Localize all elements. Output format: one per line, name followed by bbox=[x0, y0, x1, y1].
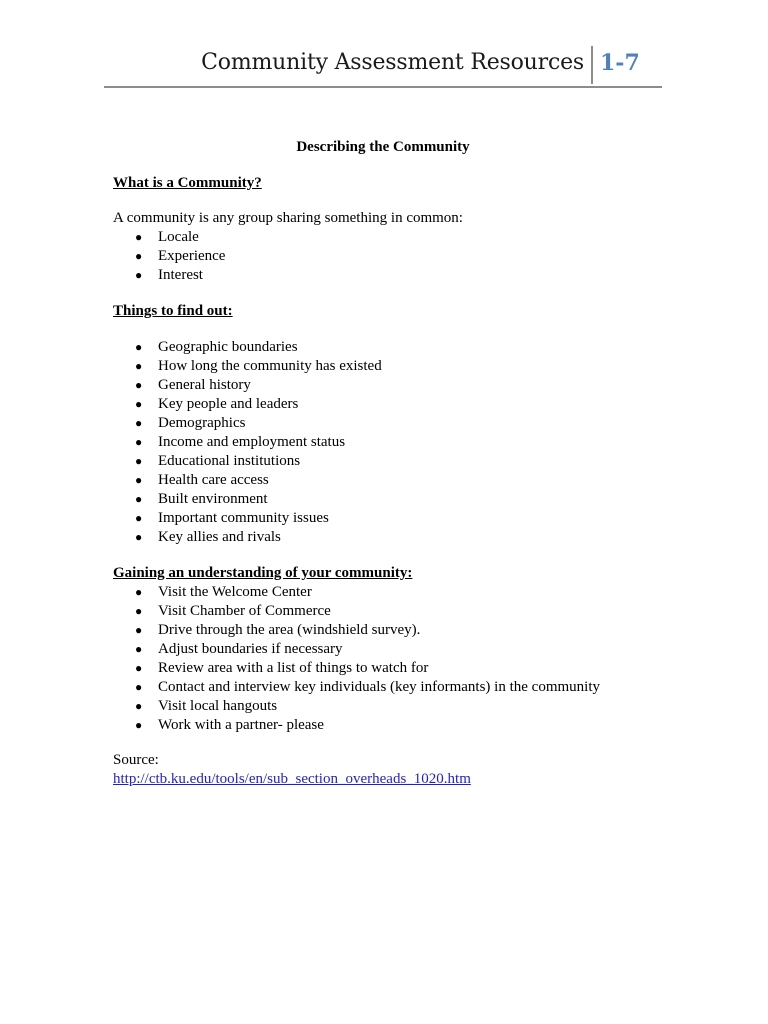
bullet-icon: ● bbox=[135, 473, 143, 487]
document-title: Describing the Community bbox=[296, 139, 470, 155]
bullet-icon: ● bbox=[135, 230, 143, 244]
list-item: ● Visit local hangouts bbox=[135, 698, 278, 714]
community-definition: A community is any group sharing something in common: bbox=[113, 210, 463, 226]
list-item: ● Income and employment status bbox=[135, 434, 346, 450]
bullet-icon: ● bbox=[135, 268, 143, 282]
bullet-icon: ● bbox=[135, 359, 143, 373]
list-item: ● Locale bbox=[135, 229, 199, 245]
things-to-find-out-list bbox=[113, 338, 673, 547]
bullet-icon: ● bbox=[135, 492, 143, 506]
source-link[interactable]: http://ctb.ku.edu/tools/en/sub_section_overheads_1020.htm bbox=[113, 771, 471, 787]
document-body bbox=[113, 138, 673, 789]
list-item: ● General history bbox=[135, 377, 251, 393]
bullet-icon: ● bbox=[135, 585, 143, 599]
list-item: ● Visit the Welcome Center bbox=[135, 584, 312, 600]
list-item: ● Geographic boundaries bbox=[135, 339, 298, 355]
bullet-icon: ● bbox=[135, 397, 143, 411]
gaining-understanding-list bbox=[113, 583, 673, 735]
list-item: ● Built environment bbox=[135, 491, 268, 507]
bullet-icon: ● bbox=[135, 340, 143, 354]
list-item: ● How long the community has existed bbox=[135, 358, 382, 374]
bullet-icon: ● bbox=[135, 604, 143, 618]
header-divider bbox=[591, 46, 593, 84]
list-item: ● Review area with a list of things to watch for bbox=[135, 660, 429, 676]
bullet-icon: ● bbox=[135, 249, 143, 263]
list-item: ● Visit Chamber of Commerce bbox=[135, 603, 331, 619]
list-item: ● Important community issues bbox=[135, 510, 329, 526]
list-item: ● Key people and leaders bbox=[135, 396, 299, 412]
bullet-icon: ● bbox=[135, 661, 143, 675]
community-commonality-list bbox=[113, 228, 673, 285]
list-item: ● Drive through the area (windshield survey). bbox=[135, 622, 421, 638]
bullet-icon: ● bbox=[135, 511, 143, 525]
section-heading-gaining-understanding: Gaining an understanding of your community: bbox=[113, 565, 413, 581]
bullet-icon: ● bbox=[135, 680, 143, 694]
list-item: ● Contact and interview key individuals (key informants) in the community bbox=[135, 679, 600, 695]
bullet-icon: ● bbox=[135, 623, 143, 637]
list-item: ● Educational institutions bbox=[135, 453, 301, 469]
list-item: ● Health care access bbox=[135, 472, 269, 488]
page-number: 1-7 bbox=[600, 50, 640, 76]
bullet-icon: ● bbox=[135, 699, 143, 713]
page-header bbox=[104, 44, 662, 88]
bullet-icon: ● bbox=[135, 642, 143, 656]
section-heading-what-is-community: What is a Community? bbox=[113, 175, 262, 191]
list-item: ● Interest bbox=[135, 267, 203, 283]
bullet-icon: ● bbox=[135, 454, 143, 468]
bullet-icon: ● bbox=[135, 378, 143, 392]
list-item: ● Demographics bbox=[135, 415, 246, 431]
bullet-icon: ● bbox=[135, 416, 143, 430]
source-label: Source: bbox=[113, 752, 159, 768]
list-item: ● Experience bbox=[135, 248, 226, 264]
bullet-icon: ● bbox=[135, 435, 143, 449]
list-item: ● Adjust boundaries if necessary bbox=[135, 641, 343, 657]
list-item: ● Work with a partner- please bbox=[135, 717, 324, 733]
bullet-icon: ● bbox=[135, 530, 143, 544]
section-heading-things-to-find-out: Things to find out: bbox=[113, 303, 233, 319]
bullet-icon: ● bbox=[135, 718, 143, 732]
list-item: ● Key allies and rivals bbox=[135, 529, 281, 545]
header-title: Community Assessment Resources bbox=[201, 50, 584, 75]
